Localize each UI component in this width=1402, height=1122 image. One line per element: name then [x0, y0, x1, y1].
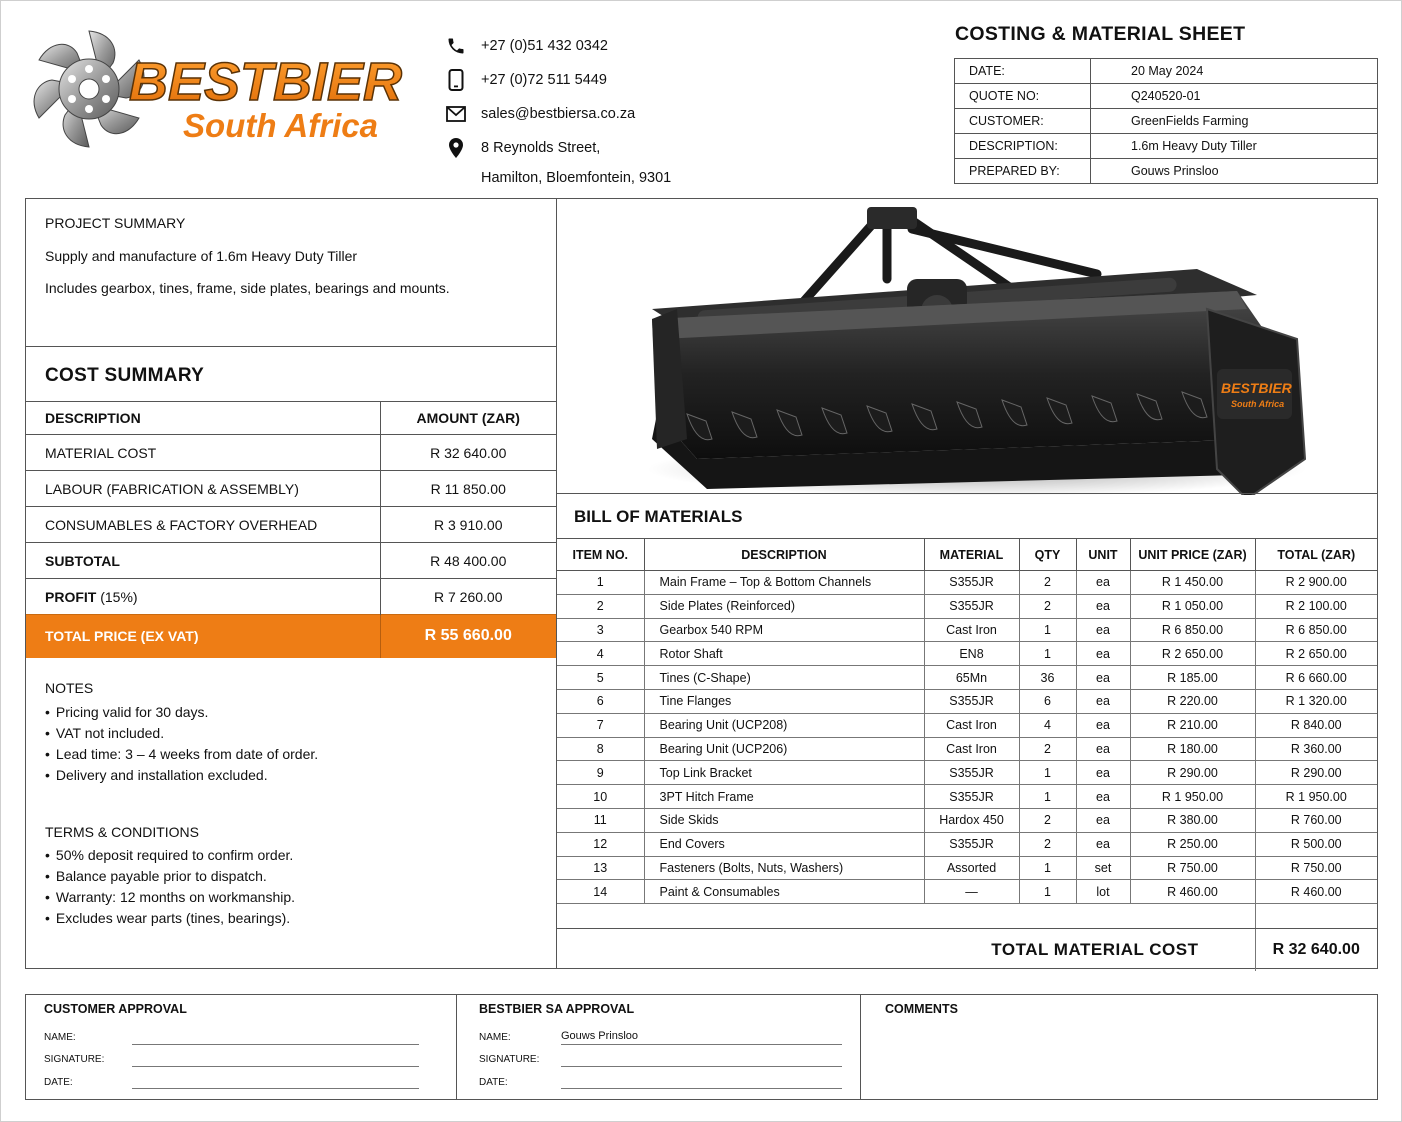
- address-line-1: 8 Reynolds Street,: [481, 140, 601, 156]
- bom-header-unit: UNIT: [1076, 539, 1130, 571]
- info-label: QUOTE NO:: [955, 84, 1091, 109]
- bom-material: S355JR: [924, 571, 1019, 595]
- bom-total: R 460.00: [1255, 880, 1377, 904]
- bom-description: Side Plates (Reinforced): [644, 594, 924, 618]
- info-value: 1.6m Heavy Duty Tiller: [1091, 134, 1378, 159]
- total-price-label: TOTAL PRICE (EX VAT): [26, 615, 380, 658]
- total-material-cost-value: R 32 640.00: [1272, 940, 1360, 958]
- contact-block: [445, 29, 671, 191]
- bom-item-no: 3: [557, 618, 644, 642]
- bom-total: R 840.00: [1255, 713, 1377, 737]
- phone-number[interactable]: +27 (0)51 432 0342: [481, 38, 608, 54]
- total-price-amount: R 55 660.00: [380, 615, 556, 658]
- bom-material: S355JR: [924, 785, 1019, 809]
- project-summary-line-2: Includes gearbox, tines, frame, side plates, bearings and mounts.: [45, 280, 450, 296]
- bom-header-unit-price: UNIT PRICE (ZAR): [1130, 539, 1255, 571]
- phone-row: [445, 29, 671, 63]
- subtotal-row: [26, 543, 556, 579]
- bom-total: R 6 850.00: [1255, 618, 1377, 642]
- bom-row: [557, 642, 1377, 666]
- bom-description: Side Skids: [644, 808, 924, 832]
- profit-label: PROFIT: [45, 588, 97, 605]
- bom-row: [557, 571, 1377, 595]
- bom-item-no: 4: [557, 642, 644, 666]
- bom-material: EN8: [924, 642, 1019, 666]
- bestbier-approval: [456, 995, 860, 1099]
- info-row-quote: [955, 84, 1378, 109]
- divider: [26, 346, 556, 347]
- cost-header-amount: AMOUNT (ZAR): [380, 402, 556, 435]
- bom-row: [557, 832, 1377, 856]
- bom-unit-price: R 180.00: [1130, 737, 1255, 761]
- bom-qty: 1: [1019, 761, 1076, 785]
- signature-label: SIGNATURE:: [479, 1054, 540, 1065]
- bom-total: R 1 950.00: [1255, 785, 1377, 809]
- profit-label-cell: [26, 579, 380, 615]
- bom-unit-price: R 380.00: [1130, 808, 1255, 832]
- notes-list: [45, 702, 318, 786]
- bom-qty: 36: [1019, 666, 1076, 690]
- bom-material: Assorted: [924, 856, 1019, 880]
- envelope-icon: [445, 103, 467, 125]
- bom-item-no: 6: [557, 689, 644, 713]
- bom-total: R 760.00: [1255, 808, 1377, 832]
- total-price-row: [26, 615, 556, 658]
- notes-title: NOTES: [45, 680, 94, 696]
- bom-item-no: 1: [557, 571, 644, 595]
- info-row-customer: [955, 109, 1378, 134]
- term-item: • Excludes wear parts (tines, bearings).: [45, 908, 295, 929]
- bestbier-logo: [23, 27, 423, 157]
- bom-row: [557, 618, 1377, 642]
- bom-header-row: [557, 539, 1377, 571]
- bom-header-description: DESCRIPTION: [644, 539, 924, 571]
- main-section: [25, 198, 1378, 969]
- mobile-icon: [445, 69, 467, 91]
- term-item: • 50% deposit required to confirm order.: [45, 845, 295, 866]
- bom-qty: 1: [1019, 880, 1076, 904]
- map-pin-icon: [445, 137, 467, 159]
- bill-of-materials-table: [557, 538, 1377, 971]
- info-value: Q240520-01: [1091, 84, 1378, 109]
- bom-description: Rotor Shaft: [644, 642, 924, 666]
- bom-total: R 1 320.00: [1255, 689, 1377, 713]
- customer-name-field[interactable]: [132, 1044, 419, 1045]
- blank-cell: [1255, 904, 1377, 929]
- bom-unit-price: R 460.00: [1130, 880, 1255, 904]
- mobile-row: [445, 63, 671, 97]
- project-summary-title: PROJECT SUMMARY: [45, 215, 186, 231]
- tiller-product-image: [557, 199, 1379, 495]
- bom-unit: ea: [1076, 666, 1130, 690]
- bom-description: Bearing Unit (UCP206): [644, 737, 924, 761]
- bom-total: R 6 660.00: [1255, 666, 1377, 690]
- bom-unit: ea: [1076, 642, 1130, 666]
- name-label: NAME:: [44, 1032, 76, 1043]
- cost-description: LABOUR (FABRICATION & ASSEMBLY): [26, 471, 380, 507]
- svg-text:BESTBIER: BESTBIER: [129, 52, 403, 112]
- bom-description: Gearbox 540 RPM: [644, 618, 924, 642]
- info-row-date: [955, 59, 1378, 84]
- bom-total: R 2 650.00: [1255, 642, 1377, 666]
- approval-section: [25, 994, 1378, 1100]
- bom-unit: ea: [1076, 785, 1130, 809]
- bom-material: S355JR: [924, 689, 1019, 713]
- bom-row: [557, 808, 1377, 832]
- comments-title: COMMENTS: [885, 1002, 958, 1016]
- bom-unit-price: R 185.00: [1130, 666, 1255, 690]
- bom-unit: ea: [1076, 689, 1130, 713]
- bom-total: R 500.00: [1255, 832, 1377, 856]
- bom-unit-price: R 2 650.00: [1130, 642, 1255, 666]
- bom-total: R 750.00: [1255, 856, 1377, 880]
- bom-row: [557, 689, 1377, 713]
- bom-unit-price: R 1 050.00: [1130, 594, 1255, 618]
- cost-amount: R 11 850.00: [380, 471, 556, 507]
- cost-summary-title: COST SUMMARY: [45, 365, 205, 386]
- bom-qty: 1: [1019, 785, 1076, 809]
- bestbier-signature-field[interactable]: [561, 1066, 842, 1067]
- bom-material: S355JR: [924, 594, 1019, 618]
- bom-blank-row: [557, 904, 1377, 929]
- email-link[interactable]: sales@bestbiersa.co.za: [481, 106, 636, 122]
- bom-unit: ea: [1076, 618, 1130, 642]
- bom-row: [557, 594, 1377, 618]
- signature-label: SIGNATURE:: [44, 1054, 105, 1065]
- bom-body: [557, 571, 1377, 904]
- bom-item-no: 7: [557, 713, 644, 737]
- bom-header-qty: QTY: [1019, 539, 1076, 571]
- phone-icon: [445, 35, 467, 57]
- bom-item-no: 10: [557, 785, 644, 809]
- info-label: PREPARED BY:: [955, 159, 1091, 184]
- bom-item-no: 8: [557, 737, 644, 761]
- bom-description: Bearing Unit (UCP208): [644, 713, 924, 737]
- bom-title: BILL OF MATERIALS: [574, 507, 743, 526]
- bom-total: R 2 900.00: [1255, 571, 1377, 595]
- divider: [557, 493, 1378, 494]
- info-row-description: [955, 134, 1378, 159]
- bom-unit-price: R 250.00: [1130, 832, 1255, 856]
- terms-list: [45, 845, 295, 929]
- customer-approval: [26, 995, 455, 1099]
- bom-total: R 360.00: [1255, 737, 1377, 761]
- cost-row: [26, 435, 556, 471]
- bom-unit: set: [1076, 856, 1130, 880]
- bom-material: Cast Iron: [924, 618, 1019, 642]
- bom-unit-price: R 1 450.00: [1130, 571, 1255, 595]
- bom-material: —: [924, 880, 1019, 904]
- bom-item-no: 5: [557, 666, 644, 690]
- bom-unit: ea: [1076, 594, 1130, 618]
- profit-percent: (15%): [100, 588, 138, 605]
- bestbier-approval-title: BESTBIER SA APPROVAL: [479, 1002, 635, 1016]
- name-label: NAME:: [479, 1032, 511, 1043]
- cost-description: MATERIAL COST: [26, 435, 380, 471]
- bom-qty: 2: [1019, 594, 1076, 618]
- bom-item-no: 14: [557, 880, 644, 904]
- bom-qty: 2: [1019, 737, 1076, 761]
- bom-unit: ea: [1076, 737, 1130, 761]
- customer-approval-title: CUSTOMER APPROVAL: [44, 1002, 187, 1016]
- address-row: [445, 131, 671, 165]
- bom-unit: ea: [1076, 713, 1130, 737]
- svg-text:BESTBIER: BESTBIER: [1221, 380, 1292, 396]
- address-line-2: Hamilton, Bloemfontein, 9301: [481, 170, 672, 186]
- bom-material: S355JR: [924, 761, 1019, 785]
- bom-qty: 1: [1019, 856, 1076, 880]
- bom-unit-price: R 210.00: [1130, 713, 1255, 737]
- date-label: DATE:: [44, 1077, 73, 1088]
- bom-row: [557, 880, 1377, 904]
- bom-qty: 6: [1019, 689, 1076, 713]
- bom-qty: 2: [1019, 571, 1076, 595]
- bom-unit: ea: [1076, 808, 1130, 832]
- bom-material: Cast Iron: [924, 713, 1019, 737]
- info-value: GreenFields Farming: [1091, 109, 1378, 134]
- term-item: • Balance payable prior to dispatch.: [45, 866, 295, 887]
- bom-description: 3PT Hitch Frame: [644, 785, 924, 809]
- bestbier-date-field[interactable]: [561, 1088, 842, 1089]
- svg-text:South Africa: South Africa: [1231, 399, 1285, 409]
- bom-header-total: TOTAL (ZAR): [1255, 539, 1377, 571]
- bom-row: [557, 856, 1377, 880]
- note-item: • VAT not included.: [45, 723, 318, 744]
- bestbier-name-field[interactable]: [561, 1044, 842, 1045]
- bom-description: Tines (C-Shape): [644, 666, 924, 690]
- terms-title: TERMS & CONDITIONS: [45, 824, 200, 840]
- customer-date-field[interactable]: [132, 1088, 419, 1089]
- quote-info-table: [954, 58, 1378, 184]
- bestbier-approver-name: Gouws Prinsloo: [561, 1030, 639, 1042]
- project-summary-line-1: Supply and manufacture of 1.6m Heavy Duty Tiller: [45, 248, 358, 264]
- comments-box[interactable]: [860, 995, 1377, 1099]
- total-material-cost-label: TOTAL MATERIAL COST: [557, 929, 1255, 971]
- bom-description: End Covers: [644, 832, 924, 856]
- bom-row: [557, 761, 1377, 785]
- sheet-title: COSTING & MATERIAL SHEET: [955, 23, 1246, 45]
- cost-row: [26, 471, 556, 507]
- note-item: • Lead time: 3 – 4 weeks from date of order.: [45, 744, 318, 765]
- bom-item-no: 11: [557, 808, 644, 832]
- info-value: Gouws Prinsloo: [1091, 159, 1378, 184]
- cost-amount: R 32 640.00: [380, 435, 556, 471]
- bom-item-no: 13: [557, 856, 644, 880]
- bom-unit-price: R 1 950.00: [1130, 785, 1255, 809]
- customer-signature-field[interactable]: [132, 1066, 419, 1067]
- bom-item-no: 2: [557, 594, 644, 618]
- bom-unit: ea: [1076, 832, 1130, 856]
- mobile-number[interactable]: +27 (0)72 511 5449: [481, 72, 607, 88]
- bom-description: Main Frame – Top & Bottom Channels: [644, 571, 924, 595]
- note-item: • Delivery and installation excluded.: [45, 765, 318, 786]
- bom-material: Hardox 450: [924, 808, 1019, 832]
- bom-unit: lot: [1076, 880, 1130, 904]
- cost-amount: R 3 910.00: [380, 507, 556, 543]
- cost-row: [26, 507, 556, 543]
- cost-description: CONSUMABLES & FACTORY OVERHEAD: [26, 507, 380, 543]
- bom-total: R 2 100.00: [1255, 594, 1377, 618]
- profit-row: [26, 579, 556, 615]
- profit-amount: R 7 260.00: [380, 579, 556, 615]
- info-row-prepared-by: [955, 159, 1378, 184]
- cost-summary-table: [26, 401, 556, 658]
- bom-description: Paint & Consumables: [644, 880, 924, 904]
- bom-row: [557, 666, 1377, 690]
- bom-material: Cast Iron: [924, 737, 1019, 761]
- term-item: • Warranty: 12 months on workmanship.: [45, 887, 295, 908]
- info-label: DATE:: [955, 59, 1091, 84]
- bom-unit: ea: [1076, 571, 1130, 595]
- svg-text:South Africa: South Africa: [183, 107, 378, 144]
- subtotal-amount: R 48 400.00: [380, 543, 556, 579]
- bom-item-no: 12: [557, 832, 644, 856]
- bom-qty: 1: [1019, 642, 1076, 666]
- bom-row: [557, 785, 1377, 809]
- bom-qty: 2: [1019, 808, 1076, 832]
- bom-unit-price: R 290.00: [1130, 761, 1255, 785]
- bom-unit-price: R 750.00: [1130, 856, 1255, 880]
- blank-cell: [557, 904, 1255, 929]
- info-label: CUSTOMER:: [955, 109, 1091, 134]
- info-label: DESCRIPTION:: [955, 134, 1091, 159]
- bom-description: Fasteners (Bolts, Nuts, Washers): [644, 856, 924, 880]
- bom-qty: 4: [1019, 713, 1076, 737]
- bom-material: 65Mn: [924, 666, 1019, 690]
- bom-description: Top Link Bracket: [644, 761, 924, 785]
- bom-total: R 290.00: [1255, 761, 1377, 785]
- info-value: 20 May 2024: [1091, 59, 1378, 84]
- email-row: [445, 97, 671, 131]
- subtotal-label: SUBTOTAL: [26, 543, 380, 579]
- note-item: • Pricing valid for 30 days.: [45, 702, 318, 723]
- left-column: [26, 199, 556, 968]
- bom-header-material: MATERIAL: [924, 539, 1019, 571]
- bom-row: [557, 713, 1377, 737]
- bom-material: S355JR: [924, 832, 1019, 856]
- bom-total-row: [557, 929, 1377, 971]
- bom-unit: ea: [1076, 761, 1130, 785]
- bom-description: Tine Flanges: [644, 689, 924, 713]
- bom-unit-price: R 220.00: [1130, 689, 1255, 713]
- cost-header-row: [26, 402, 556, 435]
- bom-row: [557, 737, 1377, 761]
- bom-unit-price: R 6 850.00: [1130, 618, 1255, 642]
- date-label: DATE:: [479, 1077, 508, 1088]
- bom-item-no: 9: [557, 761, 644, 785]
- bom-header-item-no: ITEM NO.: [557, 539, 644, 571]
- bom-qty: 1: [1019, 618, 1076, 642]
- cost-header-description: DESCRIPTION: [26, 402, 380, 435]
- bom-qty: 2: [1019, 832, 1076, 856]
